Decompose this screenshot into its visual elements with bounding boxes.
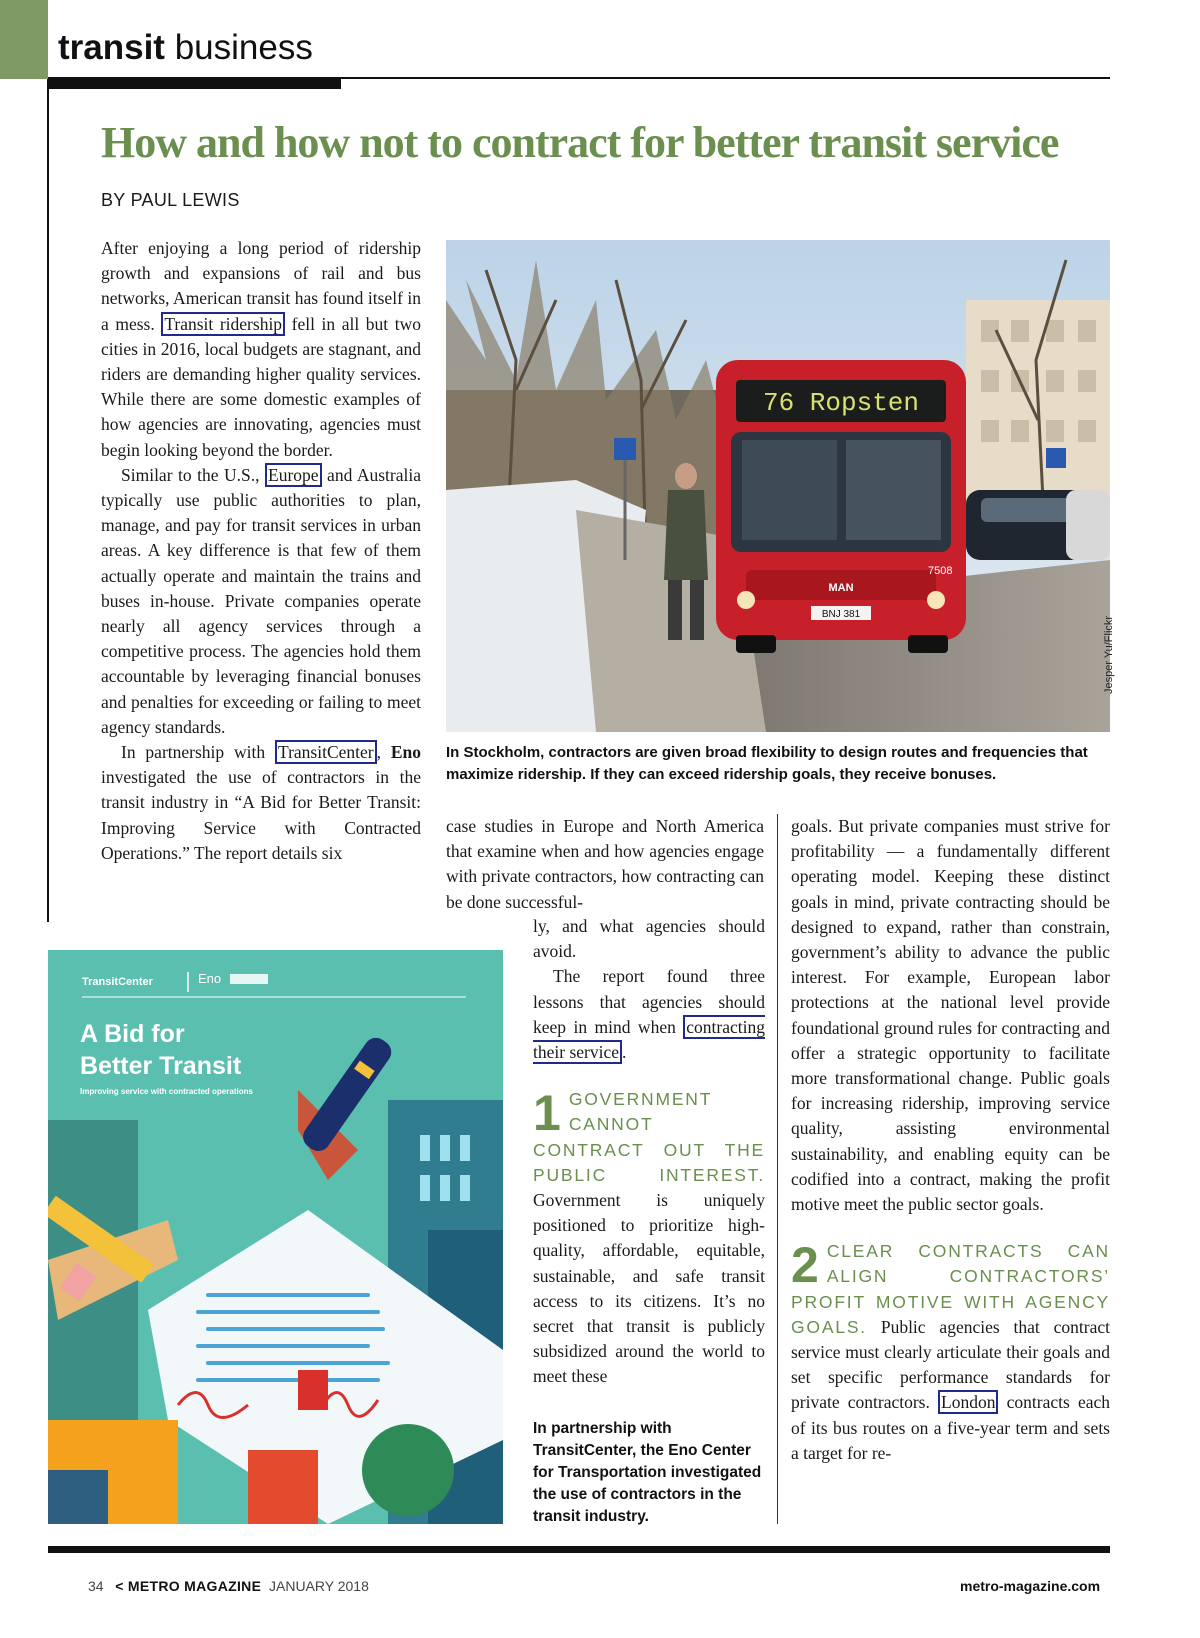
header-rule-thick [48,79,341,89]
byline: BY PAUL LEWIS [101,190,240,210]
cover-title-line2: Better Transit [80,1052,242,1080]
paragraph [533,964,765,1065]
lesson-2-body-cont: contracts each of its bus routes on a five-year term and sets a target for re- [791,1392,1110,1463]
cover-caption: In partnership with TransitCenter, the Eno Center for Transportation investigated the use of contractors in the transit industry. [533,1420,762,1525]
paragraph: case studies in Europe and North America that examine when and how agencies engage with private contractors, how contracting can be done successful- [446,816,764,912]
section-label [58,30,313,65]
photo-caption: In Stockholm, contractors are given broad flexibility to design routes and frequencies that maximize ridership. If they can exceed ridership goals, they receive bonuses. [446,744,1088,783]
text: fell in all but two cities in 2016, local budgets are stagnant, and riders are demanding higher quality services. While there are some domestic examples of how agencies are innovating, agencies must begin looking beyond the border. [101,313,421,460]
report-cover-illustration [48,950,503,1524]
section-label-rest: business [164,28,313,67]
text: In partnership with [121,742,275,763]
page-number: 34 [88,1578,104,1594]
left-margin-rule [47,79,49,922]
paragraph [101,236,421,463]
bus-photo-illustration [446,240,1110,732]
bus-destination-sign: 76 Ropsten [762,388,920,418]
issue-date: JANUARY 2018 [269,1578,369,1594]
text: Similar to the U.S., [121,464,266,485]
body-column-2 [533,914,765,1390]
article-headline: How and how not to contract for better transit service [101,118,1059,167]
link-eno: Eno [390,742,421,763]
body-column-1 [101,236,421,866]
column-divider [777,814,778,1524]
paragraph: ly, and what agencies should avoid. [533,916,765,962]
lesson-1 [533,1087,765,1389]
section-color-tab [0,0,48,79]
body-column-3 [791,814,1110,1466]
bus-license-plate: BNJ 381 [821,609,861,620]
cover-subtitle: Improving service with contracted operations [80,1087,253,1096]
paragraph [101,740,421,866]
magazine-name: < METRO MAGAZINE [115,1578,262,1594]
paragraph [101,463,421,740]
lesson-2-number: 2 [791,1237,819,1294]
link-europe[interactable]: Europe [265,463,322,487]
photo-credit: Jesper Yu/Flickr [1103,615,1115,694]
cover-logo-transitcenter: TransitCenter [82,976,153,988]
footer-left [88,1578,369,1594]
body-column-2-top [446,814,764,915]
text: After enjoying a long period of ridership growth and expansions of rail and bus networks, American transit has found itself in a mess. [101,238,421,334]
lesson-2-heading: CLEAR CONTRACTS CAN ALIGN CONTRACTORS’ PROFIT MOTIVE WITH AGENCY GOALS. [791,1241,1110,1337]
text: and Australia typically use public authorities to plan, manage, and pay for transit services in urban areas. A key difference is that few of them actually operate and maintain the trains and buses in-house. Private companies operate nearly all agency services through a competitive process. The agencies hold them accountable by leveraging financial bonuses and penalties for exceeding or failing to meet agency standards. [101,464,422,737]
bus-photo [446,240,1110,732]
link-contracting-their-service[interactable]: contracting their service [533,1016,765,1063]
link-transitcenter[interactable]: TransitCenter [275,740,377,764]
lesson-1-number: 1 [533,1085,561,1142]
lesson-1-body: Government is uniquely positioned to prioritize high-quality, affordable, equitable, sustainable, and safe transit access to its citizens. It’s no secret that transit is publicly subsidized around the world to meet these [533,1190,765,1387]
lesson-2 [791,1239,1110,1466]
bus-brand-badge: MAN [828,582,854,594]
link-transit-ridership[interactable]: Transit ridership [161,312,285,336]
lesson-2-body: Public agencies that contract service must clearly articulate their goals and set specific performance standards for private contractors. [791,1316,1110,1413]
website-link[interactable]: metro-magazine.com [960,1578,1101,1594]
cover-logo-eno: Eno [198,971,222,986]
report-cover-image [48,950,503,1524]
text: . [622,1042,627,1063]
paragraph: goals. But private companies must strive for profitability — a fundamentally different operating model. Keeping these distinct goals in mind, private contracting should be designed to expand, rather than constrain, government’s ability to advance the public interest. For example, European labor protections at the national level provide foundational ground rules for contracting and offer a strategic opportunity to facilitate more transformational change. Public goals for increasing ridership, improving service quality, assisting environmental sustainability, and enabling equity can be codified into a contract, making the profit motive meet the public sector goals. [791,816,1110,1215]
link-london[interactable]: London [938,1390,998,1414]
section-label-bold: transit [58,28,165,67]
bus-fleet-number: 7508 [928,565,953,577]
lesson-1-heading: GOVERNMENT CANNOT CONTRACT OUT THE PUBLIC INTEREST. [533,1089,765,1185]
footer-rule [48,1546,1110,1553]
text: , [376,742,391,763]
text: The report found three lessons that agencies should keep in mind when [533,966,765,1037]
text: investigated the use of contractors in the transit industry in “A Bid for Better Transit: Improving Service with Contracted Operations.” The report details six [101,767,421,863]
cover-title-line1: A Bid for [80,1020,185,1048]
